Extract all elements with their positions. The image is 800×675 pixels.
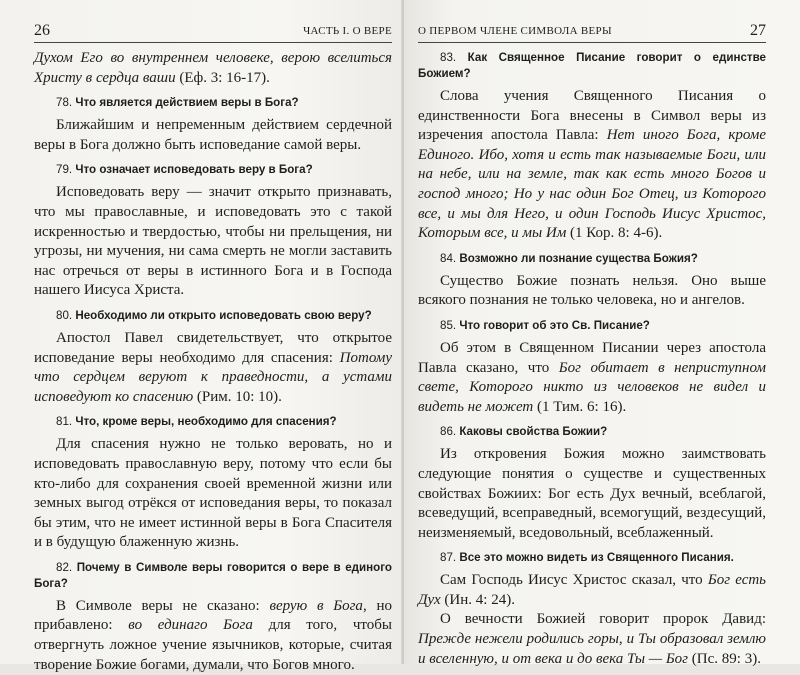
body-paragraph <box>418 610 766 669</box>
left-running-head <box>34 22 392 43</box>
question-heading <box>418 318 766 334</box>
question-heading <box>34 560 392 592</box>
question-number: 87. <box>440 551 460 565</box>
question-text: Каковы свойства Божии? <box>459 425 608 439</box>
body-paragraph <box>418 571 766 610</box>
question-heading <box>34 162 392 178</box>
body-paragraph <box>418 445 766 543</box>
question-text: Возможно ли познание существа Божия? <box>459 251 698 265</box>
body-paragraph <box>34 183 392 301</box>
page-number: 27 <box>750 22 766 39</box>
question-heading <box>418 424 766 440</box>
question-heading <box>418 50 766 82</box>
scripture-quote: Прежде нежели родились горы, и Ты образовал землю и вселенную, и от века и до века Ты — Бог <box>418 631 766 667</box>
question-heading <box>418 251 766 267</box>
scripture-quote: во единаго Бога <box>128 617 253 634</box>
text-run: (Пс. 89: 3). <box>688 650 761 667</box>
scripture-quote: Бог есть Дух <box>418 572 767 608</box>
question-number: 83. <box>440 51 468 64</box>
text-run: Из откровения Божия можно заимствовать следующие понятия о существе и существенных свойствах Божиих: Бог есть Дух вечный, всеблагой, всеведущий, всеправедный, всемогущий, вездесущий, неизменяемый, вседовольный, всеблаженный. <box>418 446 766 541</box>
body-paragraph <box>418 87 766 244</box>
text-run: (Ин. 4: 24). <box>440 591 515 608</box>
text-run: (Еф. 3: 16-17). <box>175 69 270 86</box>
question-text: Что, кроме веры, необходимо для спасения? <box>75 415 337 429</box>
question-text: Все это можно видеть из Священного Писания. <box>459 551 734 565</box>
text-run: Слова учения Священного Писания о единственности Бога внесены в Символ веры из изречения апостола Павла: <box>418 88 766 144</box>
text-run: (Рим. 10: 10). <box>193 388 282 405</box>
body-paragraph <box>34 597 392 675</box>
question-heading <box>418 550 766 566</box>
running-title: О ПЕРВОМ ЧЛЕНЕ СИМВОЛА ВЕРЫ <box>418 25 612 37</box>
text-run: , но прибавлено: <box>34 597 392 634</box>
scripture-quote: верую в Бога <box>269 597 363 614</box>
body-paragraph <box>34 329 392 407</box>
question-number: 81. <box>56 415 76 429</box>
text-run: Об этом в Священном Писании через апостола Павла сказано, что <box>418 339 766 376</box>
text-run: В Символе веры не сказано: <box>56 597 270 614</box>
text-run: Существо Божие познать нельзя. Оно выше всякого познания не только человека, но и ангелов. <box>418 272 766 309</box>
body-paragraph <box>34 435 392 553</box>
right-content <box>418 50 766 669</box>
text-run: (1 Тим. 6: 16). <box>533 398 627 415</box>
right-running-head <box>418 22 766 43</box>
question-number: 80. <box>56 308 76 322</box>
text-run: для того, чтобы отвергнуть ложное учение язычников, которые, считая творение Божие богами, думали, что Богов много. <box>34 617 392 673</box>
question-number: 85. <box>440 318 460 332</box>
question-text: Что является действием веры в Бога? <box>75 96 299 110</box>
question-text: Как Священное Писание говорит о единстве Божием? <box>418 51 767 80</box>
text-run: Для спасения нужно не только веровать, но и исповедовать православную веру, потому что если бы кто-либо для сохранения своей временной жизни или земных выгод отрёкся от исповедания веры, то показал бы этим, что не имеет истинной веры в Бога Спасителя и в будущую блаженную жизнь. <box>34 436 392 551</box>
scripture-quote: Духом Его во внутреннем человеке, верою вселиться Христу в сердца ваши <box>34 50 392 86</box>
right-page <box>404 0 800 667</box>
scripture-quote: Нет иного Бога, кроме Единого. Ибо, хотя и есть так называемые Боги, или на небе, или на земле, так как есть много Богов и господ много; Но у нас один Бог Отец, из Которого все, и мы для Него, и один Господь Иисус Христос, Которым все, и мы Им <box>418 127 767 242</box>
question-heading <box>34 308 392 324</box>
text-run: Сам Господь Иисус Христос сказал, что <box>440 572 708 589</box>
running-title: ЧАСТЬ I. О ВЕРЕ <box>303 25 392 37</box>
text-run: Апостол Павел свидетельствует, что открытое исповедание веры необходимо для спасения: <box>34 329 392 366</box>
body-paragraph <box>34 116 392 155</box>
question-text: Почему в Символе веры говорится о вере в единого Бога? <box>34 560 392 590</box>
text-run: Исповедовать веру — значит открыто признавать, что мы православные, и исповедовать это с такой искренностью и твердостью, чтобы ни прельщения, ни угрозы, ни мучения, ни сама смерть не могли заставить нас отречься от веры в истинного Бога и в Господа нашего Иисуса Христа. <box>34 184 392 299</box>
left-content <box>34 49 392 675</box>
question-heading <box>34 414 392 430</box>
scripture-quote: Бог обитает в неприступном свете, Которого никто из человеков не видел и видеть не может <box>418 359 766 415</box>
question-text: Что говорит об это Св. Писание? <box>459 318 650 332</box>
body-paragraph <box>418 272 766 311</box>
question-number: 86. <box>440 425 460 439</box>
question-text: Необходимо ли открыто исповедовать свою веру? <box>75 308 372 322</box>
question-text: Что означает исповедовать веру в Бога? <box>75 163 313 177</box>
scripture-quote: Потому что сердцем веруют к праведности, а устами исповедуют ко спасению <box>34 349 392 405</box>
text-run: (1 Кор. 8: 4-6). <box>566 225 663 242</box>
question-number: 78. <box>56 96 76 110</box>
page-number: 26 <box>34 22 50 39</box>
text-run: Ближайшим и непременным действием сердечной веры в Бога должно быть исповедание самой веры. <box>34 117 392 153</box>
body-paragraph <box>34 49 392 88</box>
body-paragraph <box>418 339 766 417</box>
question-number: 84. <box>440 251 460 265</box>
text-run: О вечности Божией говорит пророк Давид: <box>440 611 766 628</box>
question-number: 79. <box>56 163 76 177</box>
question-number: 82. <box>56 560 77 574</box>
question-heading <box>34 95 392 111</box>
